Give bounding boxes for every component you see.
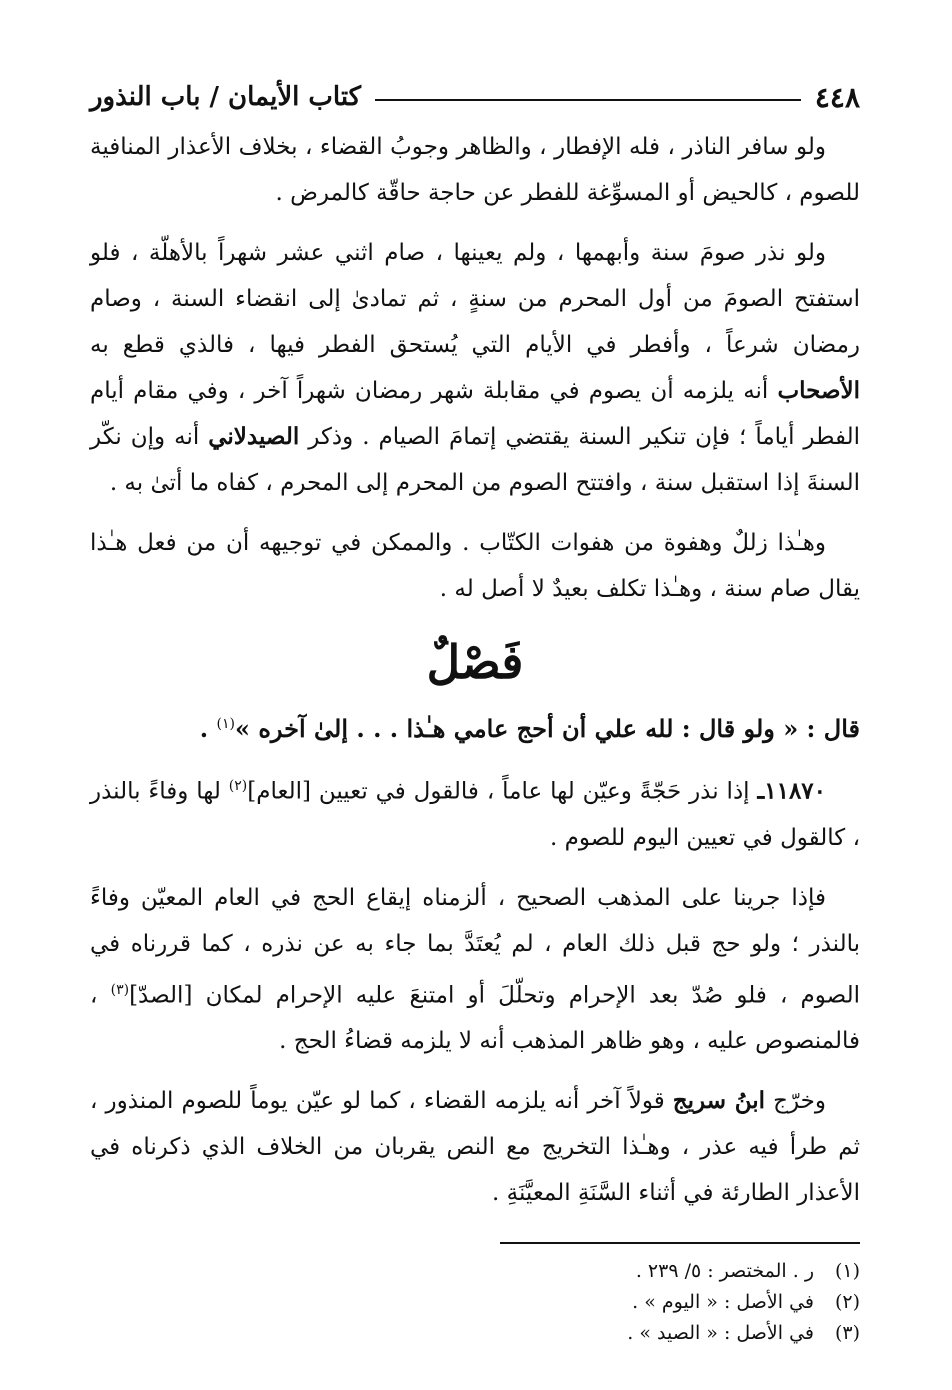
name-saydalani: الصيدلاني <box>208 423 300 450</box>
term-ashab: الأصحاب <box>777 377 860 404</box>
paragraph-5-text-b: ، فالمنصوص عليه ، وهو ظاهر المذهب أنه لا يلزمه قضاءُ الحج . <box>90 982 860 1055</box>
footnote-number: (١) <box>834 1260 860 1283</box>
footnote <box>90 1318 860 1349</box>
footnote <box>90 1287 860 1318</box>
paragraph-2-text-e: أنه وإن نكّر السنةَ إذا استقبل سنة ، وافتتح الصوم من المحرم إلى المحرم ، كفاه ما أتىٰ به . <box>90 424 860 496</box>
paragraph-6 <box>90 1078 860 1216</box>
footnote-separator <box>500 1242 860 1244</box>
footnote-text: في الأصل : « الصيد » . <box>627 1322 814 1345</box>
footnote-number: (٢) <box>834 1291 860 1314</box>
footnotes <box>90 1256 860 1349</box>
paragraph-1: ولو سافر الناذر ، فله الإفطار ، والظاهر وجوبُ القضاء ، بخلاف الأعذار المنافية للصوم ، كالحيض أو المسوِّغة للفطر عن حاجة حاقّة كالمرض . <box>90 134 860 206</box>
paragraph-2-text-a: ولو نذر صومَ سنة وأبهمها ، ولم يعينها ، صام اثني عشر شهراً بالأهلّة ، فلو استفتح الصومَ من أول المحرم من سنةٍ ، ثم تمادىٰ إلى انقضاء السنة ، وصام رمضان شرعاً ، وأفطر في الأيام التي يُستحق الفطر فيها ، فالذي قطع به <box>90 240 860 358</box>
paragraph-3: وهـٰذا زللٌ وهفوة من هفوات الكتّاب . والممكن في توجيهه أن من فعل هـٰذا يقال صام سنة ، وهـٰذا تكلف بعيدٌ لا أصل له . <box>90 530 860 602</box>
issue-number: ١١٨٧٠ـ <box>757 777 827 805</box>
paragraph-4 <box>90 763 860 861</box>
running-title: كتاب الأيمان / باب النذور <box>90 82 362 112</box>
paragraph-6-text-a: وخرّج <box>773 1088 826 1115</box>
quoted-statement-text: قال : « ولو قال : لله علي أن أحج عامي هـٰذا . . . إلىٰ آخره » <box>234 714 860 743</box>
paragraph-6-text-c: قولاً آخر أنه يلزمه القضاء ، كما لو عيّن يوماً للصوم المنذور ، ثم طرأ فيه عذر ، وهـٰذا التخريج مع النص يقربان من الخلاف الذي ذكرناه في الأعذار الطارئة في أثناء السَّنَةِ المعيَّنَةِ . <box>90 1088 860 1207</box>
footnote-text: ر . المختصر : ٥/ ٢٣٩ . <box>635 1260 814 1283</box>
footnote-text: في الأصل : « اليوم » . <box>632 1291 814 1314</box>
quoted-statement <box>90 698 860 755</box>
footnote-ref-3: (٣) <box>110 981 130 998</box>
footnote-ref-2: (٢) <box>228 778 248 794</box>
paragraph-2 <box>90 230 860 506</box>
footnote-number: (٣) <box>834 1322 860 1345</box>
footnote <box>90 1256 860 1287</box>
name-ibn-surayj: ابنُ سريج <box>672 1087 766 1115</box>
paragraph-4-text-b: لها وفاءً بالنذر ، كالقول في تعيين اليوم للصوم . <box>90 778 860 851</box>
footnote-ref-1: (١) <box>216 716 235 732</box>
section-heading-fasl: فَصْلٌ <box>426 635 524 689</box>
quoted-statement-end: . <box>199 714 217 743</box>
paragraph-4-text-a: إذا نذر حَجّةً وعيّن لها عاماً ، فالقول في تعيين [العام] <box>247 778 750 805</box>
page-number: ٤٤٨ <box>814 80 860 114</box>
running-header <box>90 76 860 118</box>
paragraph-2-text-c: أنه يلزمه أن يصوم في مقابلة شهر رمضان شهراً آخر ، وفي مقام أيام الفطر أياماً ؛ فإن تنكير السنة يقتضي إتمامَ الصيام . وذكر <box>90 378 861 450</box>
paragraph-5 <box>90 875 860 1065</box>
header-rule <box>375 99 801 101</box>
paragraph-5-text-a: فإذا جرينا على المذهب الصحيح ، ألزمناه إيقاع الحج في العام المعيّن وفاءً بالنذر ؛ ولو حج قبل ذلك العام ، لم يُعتَدَّ بما جاء به عن نذره ، كما قررناه في الصوم ، فلو صُدّ بعد الإحرام وتحلّلَ أو امتنعَ عليه الإحرام لمكان [الصدّ] <box>90 884 860 1009</box>
